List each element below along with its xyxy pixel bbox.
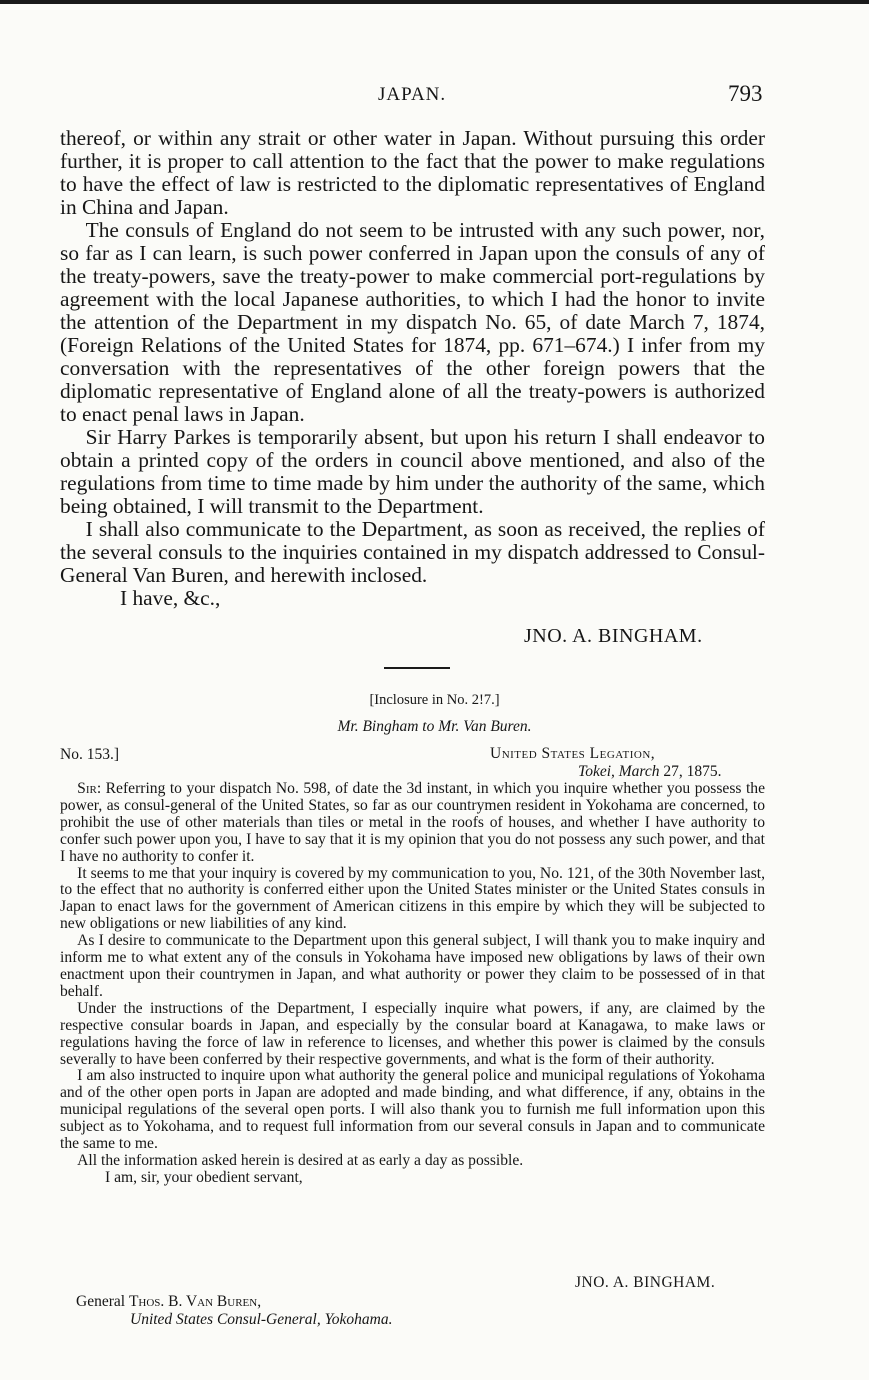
page-number: 793 xyxy=(728,81,763,106)
inclosure-signoff: I am, sir, your obedient servant, xyxy=(105,1168,303,1186)
place-date xyxy=(578,763,722,781)
section-divider xyxy=(384,667,450,669)
inclosure-paragraph-3: As I desire to communicate to the Department upon this general subject, I will thank you to make inquiry and inform me to what extent any of the consuls in Yokohama have imposed new obligations by laws of their own enactment upon their countrymen in Japan, and what authority or power they claim to be possessed of in that behalf. xyxy=(60,932,765,1000)
dispatch-number: No. 153.] xyxy=(60,746,119,763)
inclosure-letter-body xyxy=(60,781,765,1187)
addressee-prefix: General xyxy=(76,1293,126,1310)
inclosure-paragraph-5: I am also instructed to inquire upon what authority the general police and municipal regulations of Yokohama and of the other open ports in Japan are adopted and made binding, and what difference, if any, obtains in the municipal regulations of the several open ports. I will also thank you to furnish me full information upon this subject as to Yokohama, and to request full information from our several consuls in Japan and to communicate the same to me. xyxy=(60,1067,765,1153)
main-paragraph-2: The consuls of England do not seem to be intrusted with any such power, nor, so far as I can learn, is such power conferred in Japan upon the consuls of any of the treaty-powers, save the treaty-power to make commercial port-regulations by agreement with the local Japanese authorities, to which I had the honor to invite the attention of the Department in my dispatch No. 65, of date March 7, 1874, (Foreign Relations of the United States for 1874, pp. 671–674.) I infer from my conversation with the representatives of the other foreign powers that the diplomatic representative of England alone of all the treaty-powers is authorized to enact penal laws in Japan. xyxy=(60,218,765,426)
inclosure-title: Mr. Bingham to Mr. Van Buren. xyxy=(337,718,532,735)
inclosure-paragraph-6: All the information asked herein is desired at as early a day as possible. xyxy=(77,1151,524,1169)
main-signature: JNO. A. BINGHAM. xyxy=(524,625,703,647)
main-closing: I have, &c., xyxy=(120,586,221,610)
inclosure-paragraph-1-text: Referring to your dispatch No. 598, of date the 3d instant, in which you inquire whether you possess the power, as consul-general of the United States, so far as our countrymen resident in Yokohama are concerned, to prohibit the use of other materials than tiles or metal in the roofs of houses, and whether I have authority to confer such power upon you, I have to say that it is my opinion that you do not possess any such power, and that I have no authority to confer it. xyxy=(60,780,765,865)
main-letter-body xyxy=(60,127,765,610)
inclosure-signature: JNO. A. BINGHAM. xyxy=(575,1274,716,1291)
inclosure-paragraph-2: It seems to me that your inquiry is covered by my communication to you, No. 121, of the 30th November last, to the effect that no authority is conferred either upon the United States minister or the United States consuls in Japan to enact laws for the government of American citizens in this empire by which they will be subjected to new obligations or new liabilities of any kind. xyxy=(60,864,765,933)
date-day-year: 27, 1875. xyxy=(663,763,722,780)
salutation: Sir: xyxy=(77,780,102,797)
place-month: Tokei, March xyxy=(578,763,660,780)
main-paragraph-3: Sir Harry Parkes is temporarily absent, but upon his return I shall endeavor to obtain a printed copy of the orders in council above mentioned, and also of the regulations from time to time made by him under the authority of the same, which being obtained, I will transmit to the Department. xyxy=(60,425,765,518)
running-title: JAPAN. xyxy=(378,84,447,105)
legation-heading: United States Legation, xyxy=(490,745,656,762)
inclosure-note: [Inclosure in No. 2!7.] xyxy=(369,692,500,708)
top-border-rule xyxy=(0,0,869,4)
addressee-name: Thos. B. Van Buren, xyxy=(128,1293,262,1310)
addressee xyxy=(76,1293,261,1311)
inclosure-paragraph-4: Under the instructions of the Department, I especially inquire what powers, if any, are claimed by the respective consular boards in Japan, and especially by the consular board at Kanagawa, to make laws or regulations having the force of law in reference to licenses, and whether this power is claimed by the consuls severally to have been conferred by their respective governments, and what is the form of their authority. xyxy=(60,999,765,1068)
addressee-title: United States Consul-General, Yokohama. xyxy=(130,1311,393,1328)
inclosure-paragraph-1 xyxy=(60,781,765,866)
main-paragraph-1: thereof, or within any strait or other water in Japan. Without pursuing this order further, it is proper to call attention to the fact that the power to make regulations to have the effect of law is restricted to the diplomatic representatives of England in China and Japan. xyxy=(60,126,765,219)
main-paragraph-4: I shall also communicate to the Department, as soon as received, the replies of the several consuls to the inquiries contained in my dispatch addressed to Consul-General Van Buren, and herewith inclosed. xyxy=(60,517,765,587)
